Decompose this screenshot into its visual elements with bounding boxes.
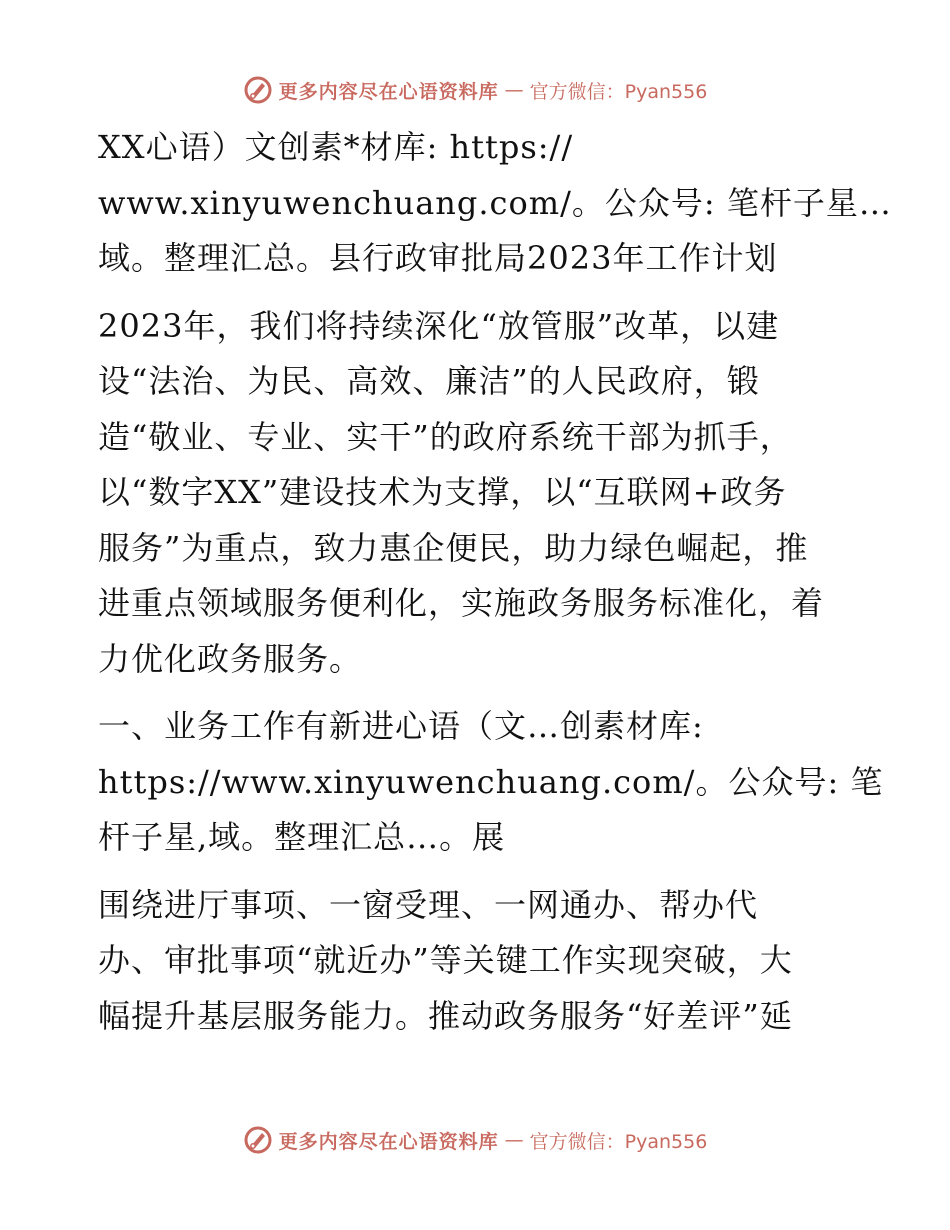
text-line: 围绕进厅事项、一窗受理、一网通办、帮办代 bbox=[98, 885, 759, 924]
paragraph-section-heading bbox=[98, 699, 884, 866]
document-body bbox=[98, 120, 892, 1044]
paragraph-overview bbox=[98, 299, 858, 688]
text-line: 服务”为重点，致力惠企便民，助力绿色崛起，推 bbox=[98, 528, 809, 567]
banner-dash: — bbox=[504, 79, 524, 101]
text-line: 以“数字XX”建设技术为支撑，以“互联网+政务 bbox=[98, 473, 787, 511]
banner-wechat: 官方微信：Pyan556 bbox=[529, 80, 708, 103]
header-banner bbox=[0, 70, 950, 110]
brand-logo-icon bbox=[243, 1125, 273, 1155]
text-line: https://www.xinyuwenchuang.com/。公众号: 笔 bbox=[98, 762, 884, 801]
text-line: 设“法治、为民、高效、廉洁”的人民政府，锻 bbox=[98, 362, 760, 400]
text-line: 2023年，我们将持续深化“放管服”改革，以建 bbox=[98, 306, 780, 345]
paragraph-section-body bbox=[98, 878, 858, 1045]
banner-wechat: 官方微信：Pyan556 bbox=[529, 1130, 708, 1153]
text-line: 造“敬业、专业、实干”的政府系统干部为抓手， bbox=[98, 417, 793, 456]
banner-text: 更多内容尽在心语资料库 bbox=[278, 80, 499, 103]
text-line: 域。整理汇总。县行政审批局2023年工作计划 bbox=[98, 239, 778, 277]
text-line: 杆子星,域。整理汇总…。展 bbox=[98, 818, 506, 856]
text-line: 办、审批事项“就近办”等关键工作实现突破，大 bbox=[98, 941, 793, 979]
banner-dash: — bbox=[504, 1129, 524, 1151]
text-line: 幅提升基层服务能力。推动政务服务“好差评”延 bbox=[98, 996, 793, 1035]
paragraph-intro bbox=[98, 120, 892, 287]
banner-text: 更多内容尽在心语资料库 bbox=[278, 1130, 499, 1153]
footer-banner bbox=[0, 1120, 950, 1160]
text-line: 进重点领域服务便利化，实施政务服务标准化，着 bbox=[98, 584, 825, 622]
text-line: 力优化政务服务。 bbox=[98, 639, 363, 678]
text-line: www.xinyuwenchuang.com/。公众号: 笔杆子星… bbox=[98, 183, 892, 222]
text-line: XX心语）文创素*材库: https:// bbox=[98, 128, 574, 166]
brand-logo-icon bbox=[243, 75, 273, 105]
text-line: 一、业务工作有新进心语（文…创素材库: bbox=[98, 707, 704, 745]
